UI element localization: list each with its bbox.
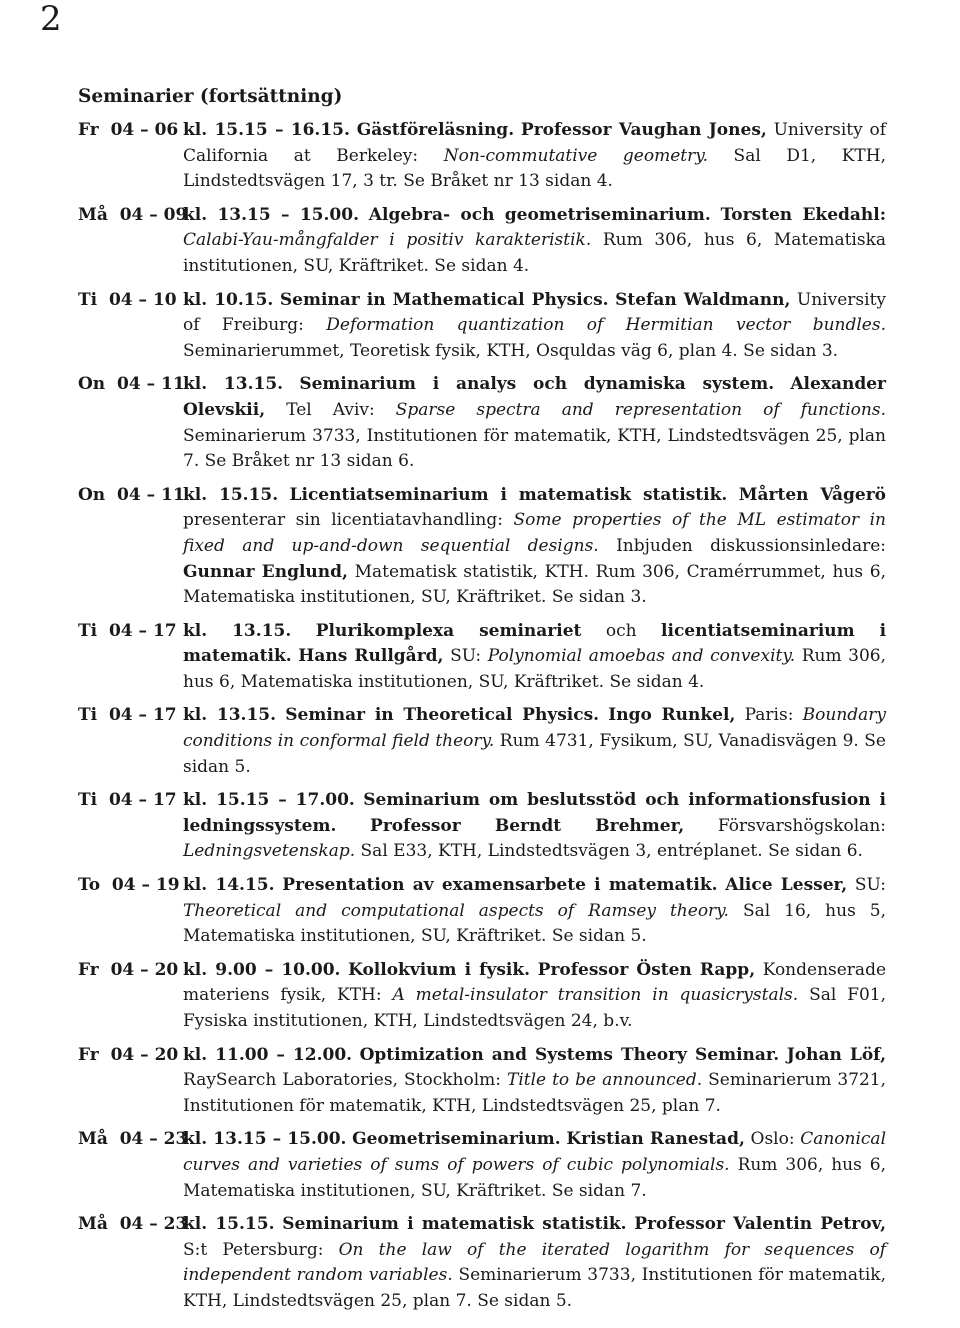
entry-speaker: Alice Lesser, (725, 875, 848, 896)
entry-day: Må (78, 1214, 108, 1235)
entry-date (78, 1212, 187, 1238)
entry-title: Licentiatseminarium i matematisk statistik. (289, 484, 728, 505)
entry-location: Seminarierum 3733, Institutionen för matematik, KTH, Lindstedtsvägen 25, plan 7. Se Bråket nr 13 sidan 6. (183, 425, 886, 472)
entry-title: Seminar in Theoretical Physics. (285, 705, 600, 726)
entry-speaker: Professor Berndt Brehmer, (370, 815, 685, 836)
entry-date-value: 04 – 20 (110, 959, 179, 980)
entry-extra-label: Inbjuden diskussionsinledare: (616, 535, 887, 556)
entry-topic: Title to be announced. (507, 1070, 703, 1091)
seminar-entry (78, 958, 886, 1035)
entry-time: kl. 13.15. (183, 620, 292, 641)
entry-topic: Deformation quantization of Hermitian vector bundles. (326, 315, 886, 336)
entry-date-value: 04 – 09 (119, 204, 188, 225)
entry-time: kl. 11.00 – 12.00. (183, 1044, 353, 1065)
entry-date (78, 372, 185, 398)
entry-time: kl. 15.15. (183, 1214, 275, 1235)
entry-location: Seminarierum 3733, Institutionen för matematik, KTH, Lindstedtsvägen 25, plan 7. Se sidan 5. (183, 1265, 886, 1311)
entry-title: Geometriseminarium. (352, 1129, 561, 1150)
seminar-entry (78, 619, 886, 696)
seminar-entry (78, 788, 886, 865)
entry-title: Seminar in Mathematical Physics. (279, 289, 609, 310)
entry-time: kl. 13.15. (183, 705, 277, 726)
entry-time: kl. 13.15. (183, 374, 284, 395)
entry-speaker: Ingo Runkel, (608, 705, 736, 726)
entry-speaker: Mårten Vågerö (738, 484, 887, 505)
entry-intro: presenterar sin licentiatavhandling: (183, 510, 503, 531)
entry-day: Fr (78, 1044, 99, 1065)
entry-date-value: 04 – 11 (117, 374, 185, 395)
entry-speaker: Alexander Olevskii, (183, 374, 886, 420)
entry-title: Algebra- och geometriseminarium. (368, 204, 711, 225)
entry-location: Sal 16, hus 5, Matematiska institutionen, SU, Kräftriket. Se sidan 5. (183, 900, 887, 947)
seminar-list (78, 118, 886, 1323)
entry-time: kl. 14.15. (183, 875, 275, 896)
entry-affiliation: S:t Petersburg: (183, 1239, 324, 1260)
entry-title: Gästföreläsning. (356, 120, 515, 140)
entry-speaker: Hans Rullgård, (298, 646, 444, 667)
entry-date (78, 703, 177, 729)
entry-speaker: Stefan Waldmann, (615, 289, 791, 310)
entry-location: Seminarierummet, Teoretisk fysik, KTH, Osquldas väg 6, plan 4. Se sidan 3. (183, 340, 839, 361)
entry-day: Fr (78, 959, 99, 980)
entry-date (78, 483, 185, 509)
entry-topic: Canonical curves and varieties of sums of powers of cubic polynomials. (183, 1129, 887, 1175)
seminar-entry (78, 483, 886, 611)
entry-affiliation: SU: (450, 646, 482, 667)
seminar-entry (78, 118, 886, 195)
entry-day: Ti (78, 705, 98, 726)
entry-speaker: Kristian Ranestad, (566, 1129, 745, 1150)
entry-date (78, 203, 187, 229)
entry-affiliation: University of California at Berkeley: (183, 120, 886, 166)
entry-day: On (78, 374, 106, 395)
entry-location: Rum 4731, Fysikum, SU, Vanadisvägen 9. Se sidan 5. (183, 731, 886, 777)
entry-title: Seminarium i matematisk statistik. (282, 1214, 627, 1235)
entry-title-part1: Plurikomplexa seminariet (315, 620, 582, 641)
entry-location: Rum 306, hus 6, Matematiska institutionen, SU, Kräftriket. Se sidan 4. (183, 230, 887, 276)
entry-speaker: Torsten Ekedahl: (720, 204, 887, 225)
entry-date (78, 958, 178, 984)
entry-time: kl. 9.00 – 10.00. (183, 959, 341, 980)
section-heading: Seminarier (fortsättning) (78, 86, 343, 107)
seminar-entry (78, 288, 886, 365)
entry-topic: Boundary conditions in conformal field theory. (183, 705, 887, 752)
entry-topic: Theoretical and computational aspects of Ramsey theory. (183, 900, 729, 921)
entry-extra-name: Gunnar Englund, (183, 561, 348, 582)
entry-title-part2: licentiatseminarium i matematik. (183, 620, 887, 667)
entry-time: kl. 15.15. (183, 484, 279, 505)
entry-topic: Non-commutative geometry. (443, 145, 708, 166)
entry-title: Seminarium i analys och dynamiska system. (299, 374, 775, 395)
entry-title: Optimization and Systems Theory Seminar. (359, 1044, 780, 1065)
entry-time: kl. 13.15 – 15.00. (183, 204, 359, 225)
entry-speaker: Professor Östen Rapp, (537, 959, 756, 980)
seminar-entry (78, 1127, 886, 1204)
entry-topic: Sparse spectra and representation of functions. (395, 399, 886, 420)
entry-day: Ti (78, 289, 98, 310)
seminar-entry (78, 372, 886, 474)
entry-date-value: 04 – 10 (108, 289, 177, 310)
entry-affiliation: Paris: (744, 705, 794, 726)
seminar-entry (78, 1212, 886, 1314)
entry-day: Må (78, 204, 108, 225)
entry-date (78, 873, 180, 899)
entry-location: Rum 306, hus 6, Matematiska institutionen, SU, Kräftriket. Se sidan 4. (183, 646, 887, 692)
entry-date-value: 04 – 17 (108, 620, 177, 641)
page-number: 2 (40, 0, 62, 39)
entry-location: Sal F01, Fysiska institutionen, KTH, Lindstedtsvägen 24, b.v. (183, 985, 887, 1031)
entry-topic: Ledningsvetenskap. (183, 841, 356, 862)
entry-title: Kollokvium i fysik. (348, 959, 531, 980)
entry-day: Fr (78, 120, 99, 140)
entry-affiliation: SU: (854, 875, 887, 896)
entry-day: To (78, 875, 101, 896)
seminar-entry (78, 203, 886, 280)
seminar-entry (78, 703, 886, 780)
entry-time: kl. 15.15 – 16.15. (183, 120, 350, 140)
entry-date-value: 04 – 17 (108, 790, 177, 811)
entry-date (78, 118, 178, 144)
entry-time: kl. 15.15 – 17.00. (183, 790, 355, 811)
entry-affiliation: Kondenserade materiens fysik, KTH: (183, 959, 887, 1006)
entry-date-value: 04 – 17 (108, 705, 177, 726)
entry-date-value: 04 – 23 (119, 1129, 188, 1150)
entry-day: Ti (78, 790, 98, 811)
entry-affiliation: Tel Aviv: (286, 399, 375, 420)
entry-location: Sal D1, KTH, Lindstedtsvägen 17, 3 tr. Se Bråket nr 13 sidan 4. (183, 145, 886, 192)
entry-location: Sal E33, KTH, Lindstedtsvägen 3, entréplanet. Se sidan 6. (360, 841, 863, 862)
entry-topic: Calabi-Yau-mångfalder i positiv karakteristik. (183, 230, 592, 251)
entry-date-value: 04 – 11 (117, 484, 185, 505)
entry-speaker: Johan Löf, (786, 1044, 887, 1065)
entry-speaker: Professor Valentin Petrov, (634, 1214, 886, 1235)
entry-date-value: 04 – 19 (111, 875, 180, 896)
entry-date (78, 619, 177, 645)
entry-date-value: 04 – 23 (119, 1214, 188, 1235)
entry-day: Ti (78, 620, 98, 641)
entry-date (78, 288, 177, 314)
entry-day: Må (78, 1129, 108, 1150)
entry-affiliation: Oslo: (750, 1129, 795, 1150)
entry-title: Seminarium om beslutsstöd och informationsfusion i ledningssystem. (183, 790, 887, 836)
entry-affiliation: University of Freiburg: (183, 289, 887, 336)
entry-time: kl. 13.15 – 15.00. (183, 1129, 347, 1150)
entry-title: Presentation av examensarbete i matematik. (282, 875, 718, 896)
entry-affiliation: Försvarshögskolan: (717, 815, 886, 836)
entry-topic: Polynomial amoebas and convexity. (487, 646, 796, 667)
entry-topic: A metal-insulator transition in quasicrystals. (392, 985, 799, 1006)
entry-time: kl. 10.15. (183, 289, 274, 310)
seminar-entry (78, 873, 886, 950)
entry-date (78, 788, 177, 814)
entry-date (78, 1043, 178, 1069)
entry-day: On (78, 484, 106, 505)
entry-affiliation: RaySearch Laboratories, Stockholm: (183, 1070, 501, 1091)
entry-date (78, 1127, 187, 1153)
entry-speaker: Professor Vaughan Jones, (520, 120, 767, 140)
entry-title-joiner: och (605, 620, 637, 641)
entry-topic: Some properties of the ML estimator in fixed and up-and-down sequential designs. (183, 510, 886, 556)
entry-date-value: 04 – 20 (110, 1044, 179, 1065)
seminar-entry (78, 1043, 886, 1120)
entry-location: Matematisk statistik, KTH. Rum 306, Cramérrummet, hus 6, Matematiska institutionen, SU, Kräftriket. Se sidan 3. (183, 561, 887, 608)
entry-date-value: 04 – 06 (110, 120, 179, 140)
entry-location: Rum 306, hus 6, Matematiska institutionen, SU, Kräftriket. Se sidan 7. (183, 1154, 887, 1201)
entry-topic: On the law of the iterated logarithm for sequences of independent random variables. (183, 1239, 887, 1286)
entry-location: Seminarierum 3721, Institutionen för matematik, KTH, Lindstedtsvägen 25, plan 7. (183, 1070, 886, 1116)
